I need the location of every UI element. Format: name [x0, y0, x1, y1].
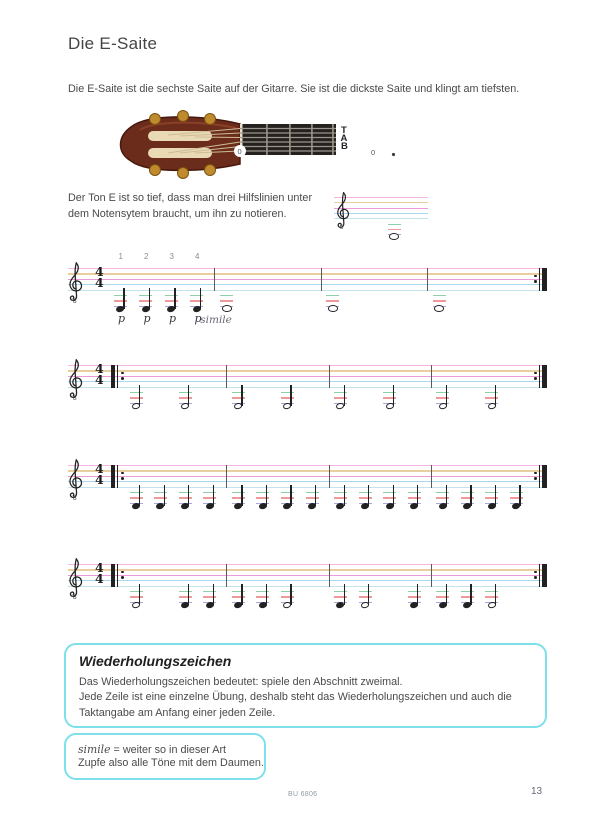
ledger-line [154, 497, 167, 498]
ledger-line [433, 300, 446, 301]
staff-line [68, 279, 547, 280]
begin-repeat-thick-bar [111, 564, 115, 587]
ledger-line [130, 591, 143, 592]
open-string-zero-label: 0 [237, 146, 242, 156]
ledger-line [306, 492, 319, 493]
ledger-line [359, 591, 372, 592]
note-stem [266, 485, 267, 506]
ledger-line [485, 492, 498, 493]
ledger-line [436, 497, 449, 498]
end-repeat-dot [534, 477, 537, 480]
staff-line [68, 465, 547, 466]
note-stem [417, 584, 418, 605]
tab-letter-b: B [341, 140, 348, 152]
note-stem [368, 584, 369, 605]
note-stem [446, 584, 447, 605]
ledger-line [220, 295, 233, 296]
info-box-line1: Das Wiederholungszeichen bedeutet: spiele den Abschnitt zweimal. [79, 676, 403, 688]
ledger-line [130, 492, 143, 493]
ledger-line [190, 300, 203, 301]
ledger-line [326, 295, 339, 296]
ledger-line [139, 295, 152, 296]
staff-line [68, 470, 547, 471]
barline [431, 365, 432, 388]
ledger-line [359, 596, 372, 597]
ledger-line [359, 497, 372, 498]
simile-term: simile [78, 743, 111, 756]
time-signature-digit: 4 [95, 471, 104, 487]
info-box-line2: Jede Zeile ist eine einzelne Übung, deshalb steht das Wiederholungszeichen und auch die Taktangabe am Anfang einer jeden Zeile. [79, 691, 512, 719]
repeat-dot [121, 477, 124, 480]
staff-line [68, 580, 547, 581]
time-signature-digit: 4 [95, 274, 104, 290]
begin-repeat-thin-bar [117, 465, 118, 488]
time-signature-digit: 4 [95, 560, 104, 575]
ledger-line [334, 492, 347, 493]
ledger-line [383, 397, 396, 398]
ledger-line [281, 392, 294, 393]
end-repeat-dot [534, 571, 537, 574]
ledger-line [383, 392, 396, 393]
note-stem [213, 584, 214, 605]
note-stem [519, 485, 520, 506]
ledger-line [334, 397, 347, 398]
ledger-line [485, 397, 498, 398]
ledger-line [433, 295, 446, 296]
ledger-line [232, 497, 245, 498]
ledger-line [388, 229, 401, 230]
ledger-line [179, 591, 192, 592]
note-stem [344, 485, 345, 506]
end-repeat-thick-bar [542, 365, 547, 388]
staff-line [68, 376, 547, 377]
note-stem [344, 385, 345, 406]
ledger-line [179, 596, 192, 597]
fingering-p: p [194, 311, 202, 325]
end-repeat-dot [534, 372, 537, 375]
note-stem [139, 584, 140, 605]
end-repeat-thick-bar [542, 268, 547, 291]
ledger-line [179, 492, 192, 493]
clef-octave-8: 8 [73, 394, 77, 402]
simile-definition: simile = weiter so in dieser Art [78, 743, 227, 756]
barline [226, 365, 227, 388]
time-signature-digit: 4 [95, 361, 104, 376]
staff-line [68, 381, 547, 382]
end-repeat-thin-bar [539, 268, 540, 291]
ledger-line [256, 492, 269, 493]
ledger-line [510, 492, 523, 493]
note-stem [495, 485, 496, 506]
note-stem [174, 288, 175, 309]
staff-line [68, 481, 547, 482]
barline [329, 465, 330, 488]
note-stem [123, 288, 124, 309]
ledger-line [281, 497, 294, 498]
barline [226, 564, 227, 587]
staff-line [68, 564, 547, 565]
intro-text: Die E-Saite ist die sechste Saite auf der Gitarre. Sie ist die dickste Saite und klingt am tiefsten. [68, 83, 520, 95]
ledger-line [114, 300, 127, 301]
ledger-line [436, 392, 449, 393]
repeat-dot [121, 377, 124, 380]
staff-line [68, 268, 547, 269]
barline [329, 564, 330, 587]
fingering-p: p [117, 311, 125, 325]
ledger-line [232, 492, 245, 493]
end-repeat-dot [534, 377, 537, 380]
note-stem [495, 584, 496, 605]
note-stem [290, 584, 291, 605]
whole-note-head [222, 305, 232, 312]
ledger-line [203, 591, 216, 592]
ledger-line [436, 591, 449, 592]
ledger-line [408, 492, 421, 493]
whole-note-head [389, 233, 399, 240]
whole-note-head [328, 305, 338, 312]
note-stem [266, 584, 267, 605]
time-signature-digit: 4 [95, 264, 104, 279]
barline [321, 268, 322, 291]
ledger-line [114, 295, 127, 296]
note-stem [139, 385, 140, 406]
barline [431, 564, 432, 587]
note-stem [188, 485, 189, 506]
ton-e-paragraph: Der Ton E ist so tief, dass man drei Hilfslinien unter dem Notensytem braucht, um ihn zu notieren. [68, 192, 313, 220]
note-stem [200, 288, 201, 309]
ledger-line [130, 497, 143, 498]
ledger-line [203, 596, 216, 597]
note-stem [188, 385, 189, 406]
ledger-line [220, 300, 233, 301]
ledger-line [485, 591, 498, 592]
note-stem [393, 485, 394, 506]
ledger-line [383, 497, 396, 498]
repeat-dot [121, 571, 124, 574]
note-stem [188, 584, 189, 605]
end-repeat-thin-bar [539, 465, 540, 488]
simile-info-box [64, 733, 266, 780]
ledger-line [334, 591, 347, 592]
ledger-line [334, 497, 347, 498]
end-repeat-dot [534, 472, 537, 475]
ledger-line [436, 596, 449, 597]
barline [329, 365, 330, 388]
ledger-line [461, 497, 474, 498]
time-signature-digit: 4 [95, 461, 104, 476]
note-stem [368, 485, 369, 506]
note-stem [446, 485, 447, 506]
end-repeat-dot [534, 576, 537, 579]
ledger-line [232, 596, 245, 597]
barline [431, 465, 432, 488]
time-signature-digit: 4 [95, 371, 104, 387]
note-stem [241, 385, 242, 406]
ledger-line [130, 397, 143, 398]
ledger-line [281, 591, 294, 592]
simile-line2: Zupfe also alle Töne mit dem Daumen. [78, 757, 264, 769]
whole-note-head [434, 305, 444, 312]
end-repeat-thin-bar [539, 564, 540, 587]
ledger-line [485, 497, 498, 498]
ledger-line [436, 397, 449, 398]
repeat-dot [121, 372, 124, 375]
note-stem [470, 485, 471, 506]
end-repeat-dot [534, 280, 537, 283]
ledger-line [256, 497, 269, 498]
staff-line [68, 290, 547, 291]
note-stem [470, 584, 471, 605]
ledger-line [281, 397, 294, 398]
clef-octave-8: 8 [73, 297, 77, 305]
publisher-code: BU 6806 [288, 791, 318, 798]
fingering-p: p [168, 311, 176, 325]
end-repeat-dot [534, 275, 537, 278]
ledger-line [334, 392, 347, 393]
ledger-line [383, 492, 396, 493]
note-stem [290, 485, 291, 506]
ledger-line [485, 392, 498, 393]
tab-fret-number: 0 [371, 148, 376, 157]
ledger-line [461, 591, 474, 592]
beat-count: 2 [143, 252, 149, 261]
note-stem [164, 485, 165, 506]
ledger-line [203, 492, 216, 493]
staff-line [68, 273, 547, 274]
staff-line [68, 365, 547, 366]
staff-line [68, 476, 547, 477]
note-stem [213, 485, 214, 506]
time-signature-digit: 4 [95, 570, 104, 586]
ledger-line [232, 397, 245, 398]
ledger-line [179, 397, 192, 398]
ledger-line [326, 300, 339, 301]
barline [427, 268, 428, 291]
ledger-line [232, 591, 245, 592]
fingering-p: p [143, 311, 151, 325]
staff-line [68, 370, 547, 371]
ledger-line [130, 596, 143, 597]
beat-count: 1 [118, 252, 123, 261]
clef-octave-8: 8 [340, 225, 344, 232]
end-repeat-thick-bar [542, 465, 547, 488]
ledger-line [359, 492, 372, 493]
note-stem [139, 485, 140, 506]
ledger-line [154, 492, 167, 493]
ledger-line [436, 492, 449, 493]
ledger-line [281, 596, 294, 597]
ledger-line [306, 497, 319, 498]
ledger-line [388, 224, 401, 225]
note-stem [241, 584, 242, 605]
staff-line [68, 575, 547, 576]
clef-octave-8: 8 [73, 494, 77, 502]
ledger-line [256, 596, 269, 597]
end-repeat-thick-bar [542, 564, 547, 587]
note-stem [393, 385, 394, 406]
ledger-line [179, 392, 192, 393]
ledger-line [281, 492, 294, 493]
ledger-line [408, 596, 421, 597]
ledger-line [510, 497, 523, 498]
ledger-line [130, 392, 143, 393]
page-number: 13 [531, 786, 543, 797]
staff-line [68, 569, 547, 570]
tab-letter-t: T [341, 124, 347, 136]
repeat-sign-info-box [64, 643, 547, 728]
begin-repeat-thin-bar [117, 365, 118, 388]
ledger-line [203, 497, 216, 498]
note-stem [446, 385, 447, 406]
begin-repeat-thick-bar [111, 465, 115, 488]
note-stem [315, 485, 316, 506]
ledger-line [256, 591, 269, 592]
note-stem [417, 485, 418, 506]
ledger-line [190, 295, 203, 296]
barline [226, 465, 227, 488]
ledger-line [139, 300, 152, 301]
ledger-line [179, 497, 192, 498]
ledger-line [232, 392, 245, 393]
ledger-line [461, 492, 474, 493]
ledger-line [461, 596, 474, 597]
begin-repeat-thin-bar [117, 564, 118, 587]
note-stem [344, 584, 345, 605]
staff-line [68, 284, 547, 285]
clef-octave-8: 8 [73, 593, 77, 601]
ledger-line [485, 596, 498, 597]
info-box-title: Wiederholungszeichen [79, 653, 232, 669]
page-title: Die E-Saite [68, 34, 158, 53]
ledger-line [165, 295, 178, 296]
note-stem [290, 385, 291, 406]
barline [214, 268, 215, 291]
simile-label: simile [200, 313, 232, 326]
note-stem [241, 485, 242, 506]
note-stem [495, 385, 496, 406]
repeat-dot [121, 576, 124, 579]
begin-repeat-thick-bar [111, 365, 115, 388]
ledger-line [408, 497, 421, 498]
beat-count: 3 [169, 252, 174, 261]
tab-letter-a: A [340, 132, 348, 144]
end-repeat-thin-bar [539, 365, 540, 388]
ledger-line [165, 300, 178, 301]
note-stem [149, 288, 150, 309]
repeat-dot [121, 472, 124, 475]
ledger-line [408, 591, 421, 592]
beat-count: 4 [194, 252, 200, 261]
ledger-line [334, 596, 347, 597]
